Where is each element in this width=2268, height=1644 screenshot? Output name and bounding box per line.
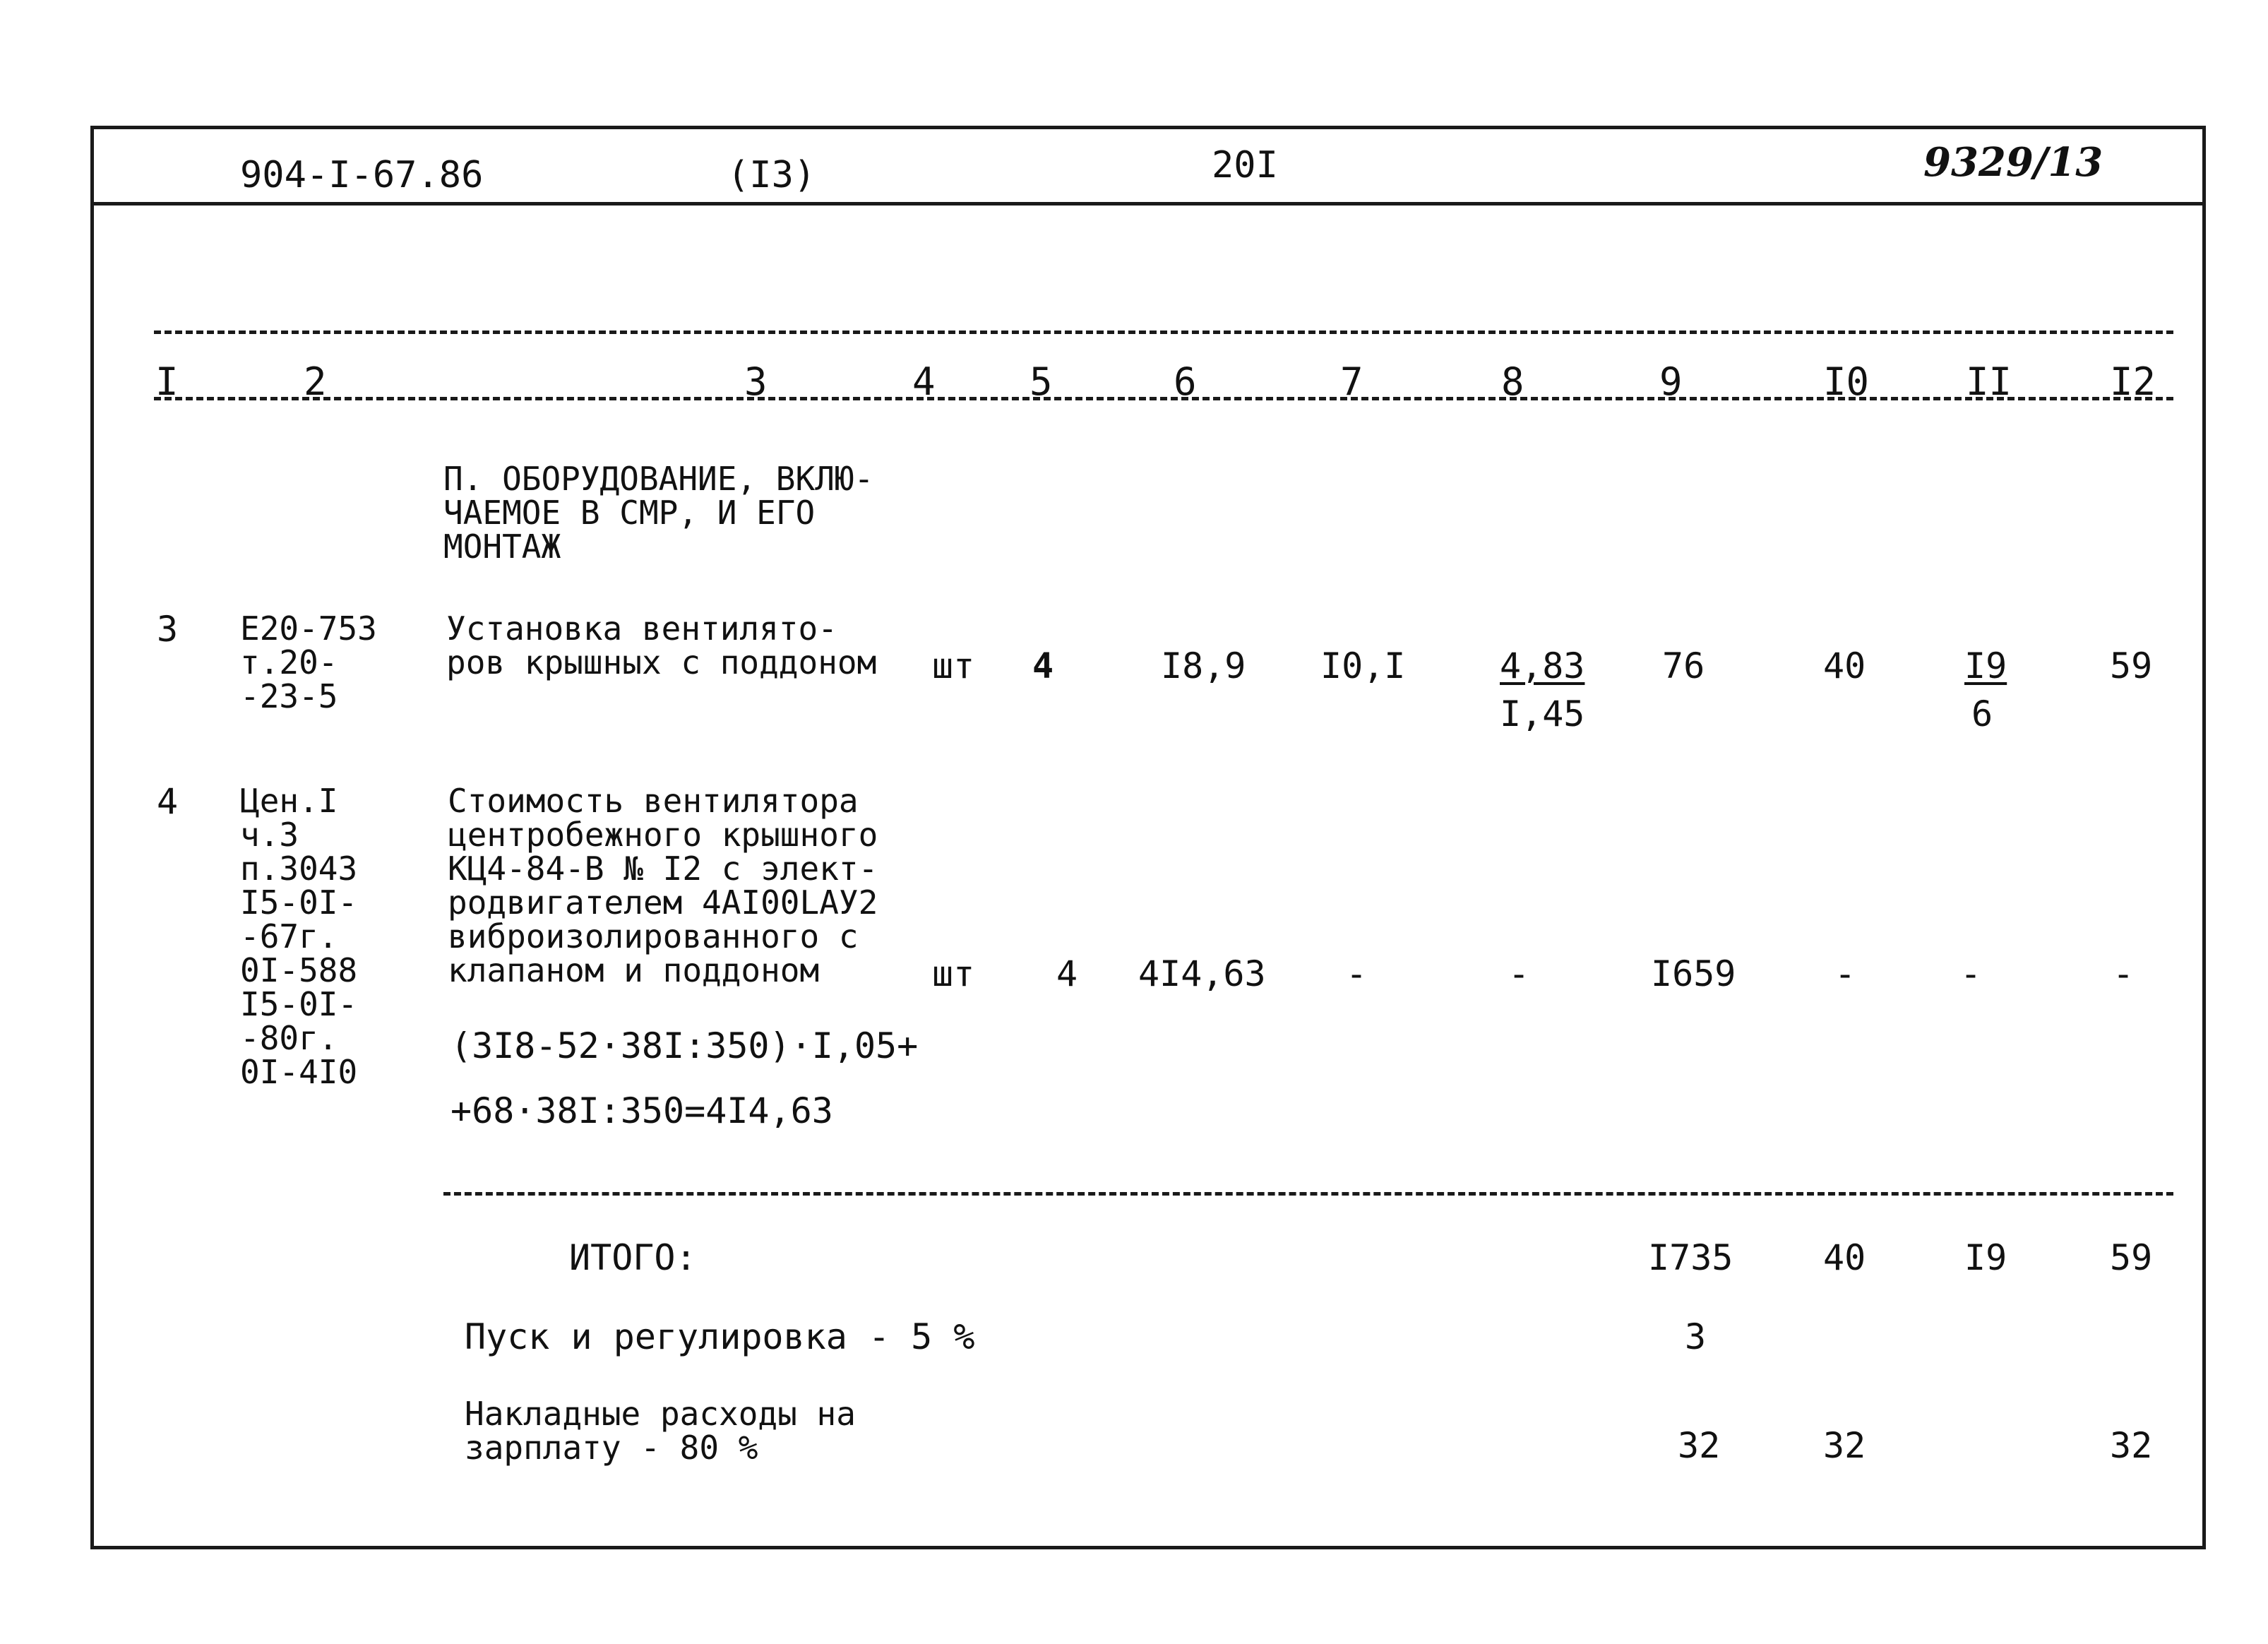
row-3-col7: I0,I <box>1320 645 1406 686</box>
overhead-col12: 32 <box>2110 1425 2153 1466</box>
column-header-bottom-rule <box>154 397 2173 400</box>
column-number-10: I0 <box>1823 359 1870 404</box>
row-3-description: Установка вентилято- ров крышных с поддоном <box>446 609 877 681</box>
row-3-col6: I8,9 <box>1161 645 1246 686</box>
row-4-qty: 4 <box>1056 953 1078 994</box>
row-3-number: 3 <box>157 609 179 650</box>
doc-code: 904-I-67.86 <box>240 154 484 196</box>
totals-col9: I735 <box>1648 1237 1733 1278</box>
row-4-description: Стоимость вентилятора центробежного крышного КЦ4-84-В № I2 с элект- родвигателем 4АI00LАУ2 виброизолированного с клапаном и поддоном <box>448 782 878 989</box>
column-number-4: 4 <box>912 359 936 404</box>
row-3-col9: 76 <box>1662 645 1705 686</box>
row-3-col12: 59 <box>2110 645 2153 686</box>
column-number-8: 8 <box>1501 359 1524 404</box>
column-number-11: II <box>1966 359 2012 404</box>
bottom-border <box>90 1546 2206 1549</box>
column-number-2: 2 <box>304 359 327 404</box>
top-border <box>90 126 2206 129</box>
overhead-col10: 32 <box>1823 1425 1866 1466</box>
document-page <box>90 126 2206 1549</box>
commissioning-label: Пуск и регулировка - 5 % <box>465 1316 975 1357</box>
column-number-6: 6 <box>1174 359 1197 404</box>
row-4-col7: - <box>1346 953 1368 994</box>
row-4-col11: - <box>1960 953 1982 994</box>
row-4-col12: - <box>2113 953 2135 994</box>
section-title: П. ОБОРУДОВАНИЕ, ВКЛЮ- ЧАЕМОЕ В СМР, И ЕГО МОНТАЖ <box>443 460 874 566</box>
row-4-col9: I659 <box>1651 953 1736 994</box>
row-4-col8: - <box>1508 953 1530 994</box>
totals-col10: 40 <box>1823 1237 1866 1278</box>
column-number-7: 7 <box>1340 359 1363 404</box>
column-number-5: 5 <box>1029 359 1053 404</box>
column-number-9: 9 <box>1659 359 1683 404</box>
row-3-unit: шт <box>932 645 975 686</box>
row-4-unit: шт <box>932 953 975 994</box>
row-3-col8-top: 4,83 <box>1500 645 1585 686</box>
column-number-1: I <box>155 359 179 404</box>
totals-separator-rule <box>443 1192 2173 1196</box>
row-4-col10: - <box>1834 953 1856 994</box>
left-border <box>90 126 94 1549</box>
column-number-3: 3 <box>744 359 768 404</box>
commissioning-col9: 3 <box>1685 1316 1707 1357</box>
row-3-code: Е20-753 т.20- -23-5 <box>240 609 377 715</box>
right-border <box>2202 126 2206 1549</box>
row-4-code: Цен.I ч.3 п.3043 I5-0I- -67г. 0I-588 I5-0I- -80г. 0I-4I0 <box>240 782 358 1091</box>
row-3-qty: 4 <box>1032 645 1054 686</box>
row-4-number: 4 <box>157 781 179 822</box>
overhead-col9: 32 <box>1678 1425 1721 1466</box>
row-3-col8-bottom: I,45 <box>1500 693 1585 734</box>
header-divider <box>90 202 2206 206</box>
column-number-12: I2 <box>2110 359 2156 404</box>
row-4-formula-line-1: (3I8-52·38I:350)·I,05+ <box>450 1025 919 1066</box>
overhead-label: Накладные расходы на зарплату - 80 % <box>465 1395 856 1467</box>
totals-label: ИТОГО: <box>569 1237 697 1278</box>
page-number: 20I <box>1212 144 1278 186</box>
archive-number: 9329/13 <box>1923 139 2103 186</box>
row-3-col11-bottom: 6 <box>1971 693 1993 734</box>
column-header-top-rule <box>154 330 2173 334</box>
row-4-col6: 4I4,63 <box>1138 953 1266 994</box>
totals-col11: I9 <box>1964 1237 2007 1278</box>
row-3-col11-top: I9 <box>1964 645 2007 686</box>
row-3-col10: 40 <box>1823 645 1866 686</box>
totals-col12: 59 <box>2110 1237 2153 1278</box>
sheet-ref: (I3) <box>727 154 816 196</box>
row-4-formula-line-2: +68·38I:350=4I4,63 <box>450 1090 833 1131</box>
